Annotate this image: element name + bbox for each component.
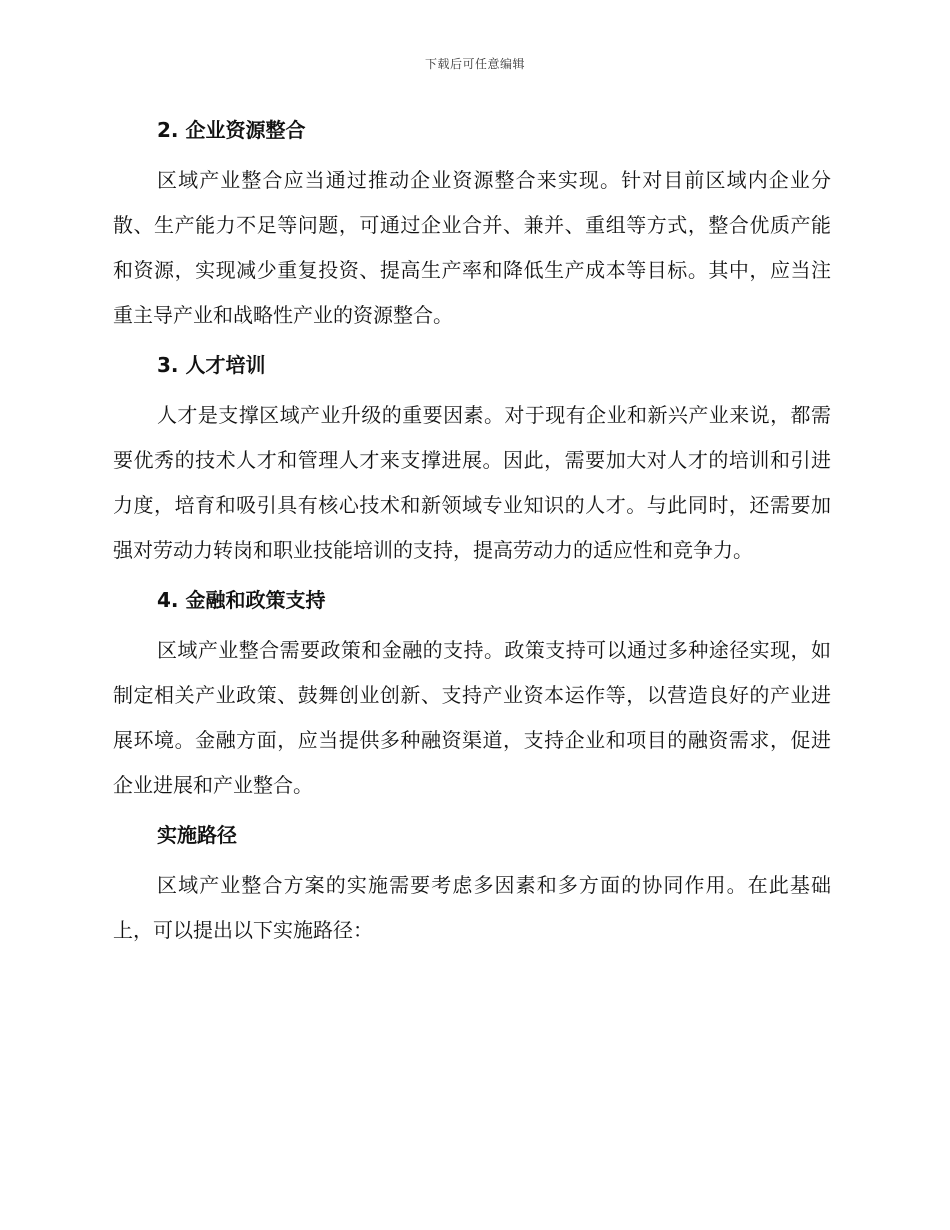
section-heading-talent-training: 3. 人才培训 <box>157 353 266 377</box>
header-note: 下载后可任意编辑 <box>424 57 525 71</box>
section-paragraph-implementation-path: 区域产业整合方案的实施需要考虑多因素和多方面的协同作用。在此基础上，可以提出以下实施路径： <box>113 873 831 942</box>
section-heading-finance-policy: 4. 金融和政策支持 <box>157 588 326 612</box>
section-paragraph-resource-integration: 区域产业整合应当通过推动企业资源整合来实现。针对目前区域内企业分散、生产能力不足等问题，可通过企业合并、兼并、重组等方式，整合优质产能和资源，实现减少重复投资、提高生产率和降低生产成本等目标。其中，应当注重主导产业和战略性产业的资源整合。 <box>113 168 831 327</box>
section-heading-resource-integration: 2. 企业资源整合 <box>157 118 306 142</box>
section-heading-implementation-path: 实施路径 <box>157 823 237 847</box>
section-paragraph-finance-policy: 区域产业整合需要政策和金融的支持。政策支持可以通过多种途径实现，如制定相关产业政策、鼓舞创业创新、支持产业资本运作等，以营造良好的产业进展环境。金融方面，应当提供多种融资渠道，支持企业和项目的融资需求，促进企业进展和产业整合。 <box>113 638 831 797</box>
document-body <box>113 108 831 953</box>
section-paragraph-talent-training: 人才是支撑区域产业升级的重要因素。对于现有企业和新兴产业来说，都需要优秀的技术人才和管理人才来支撑进展。因此，需要加大对人才的培训和引进力度，培育和吸引具有核心技术和新领域专业知识的人才。与此同时，还需要加强对劳动力转岗和职业技能培训的支持，提高劳动力的适应性和竞争力。 <box>113 403 831 562</box>
